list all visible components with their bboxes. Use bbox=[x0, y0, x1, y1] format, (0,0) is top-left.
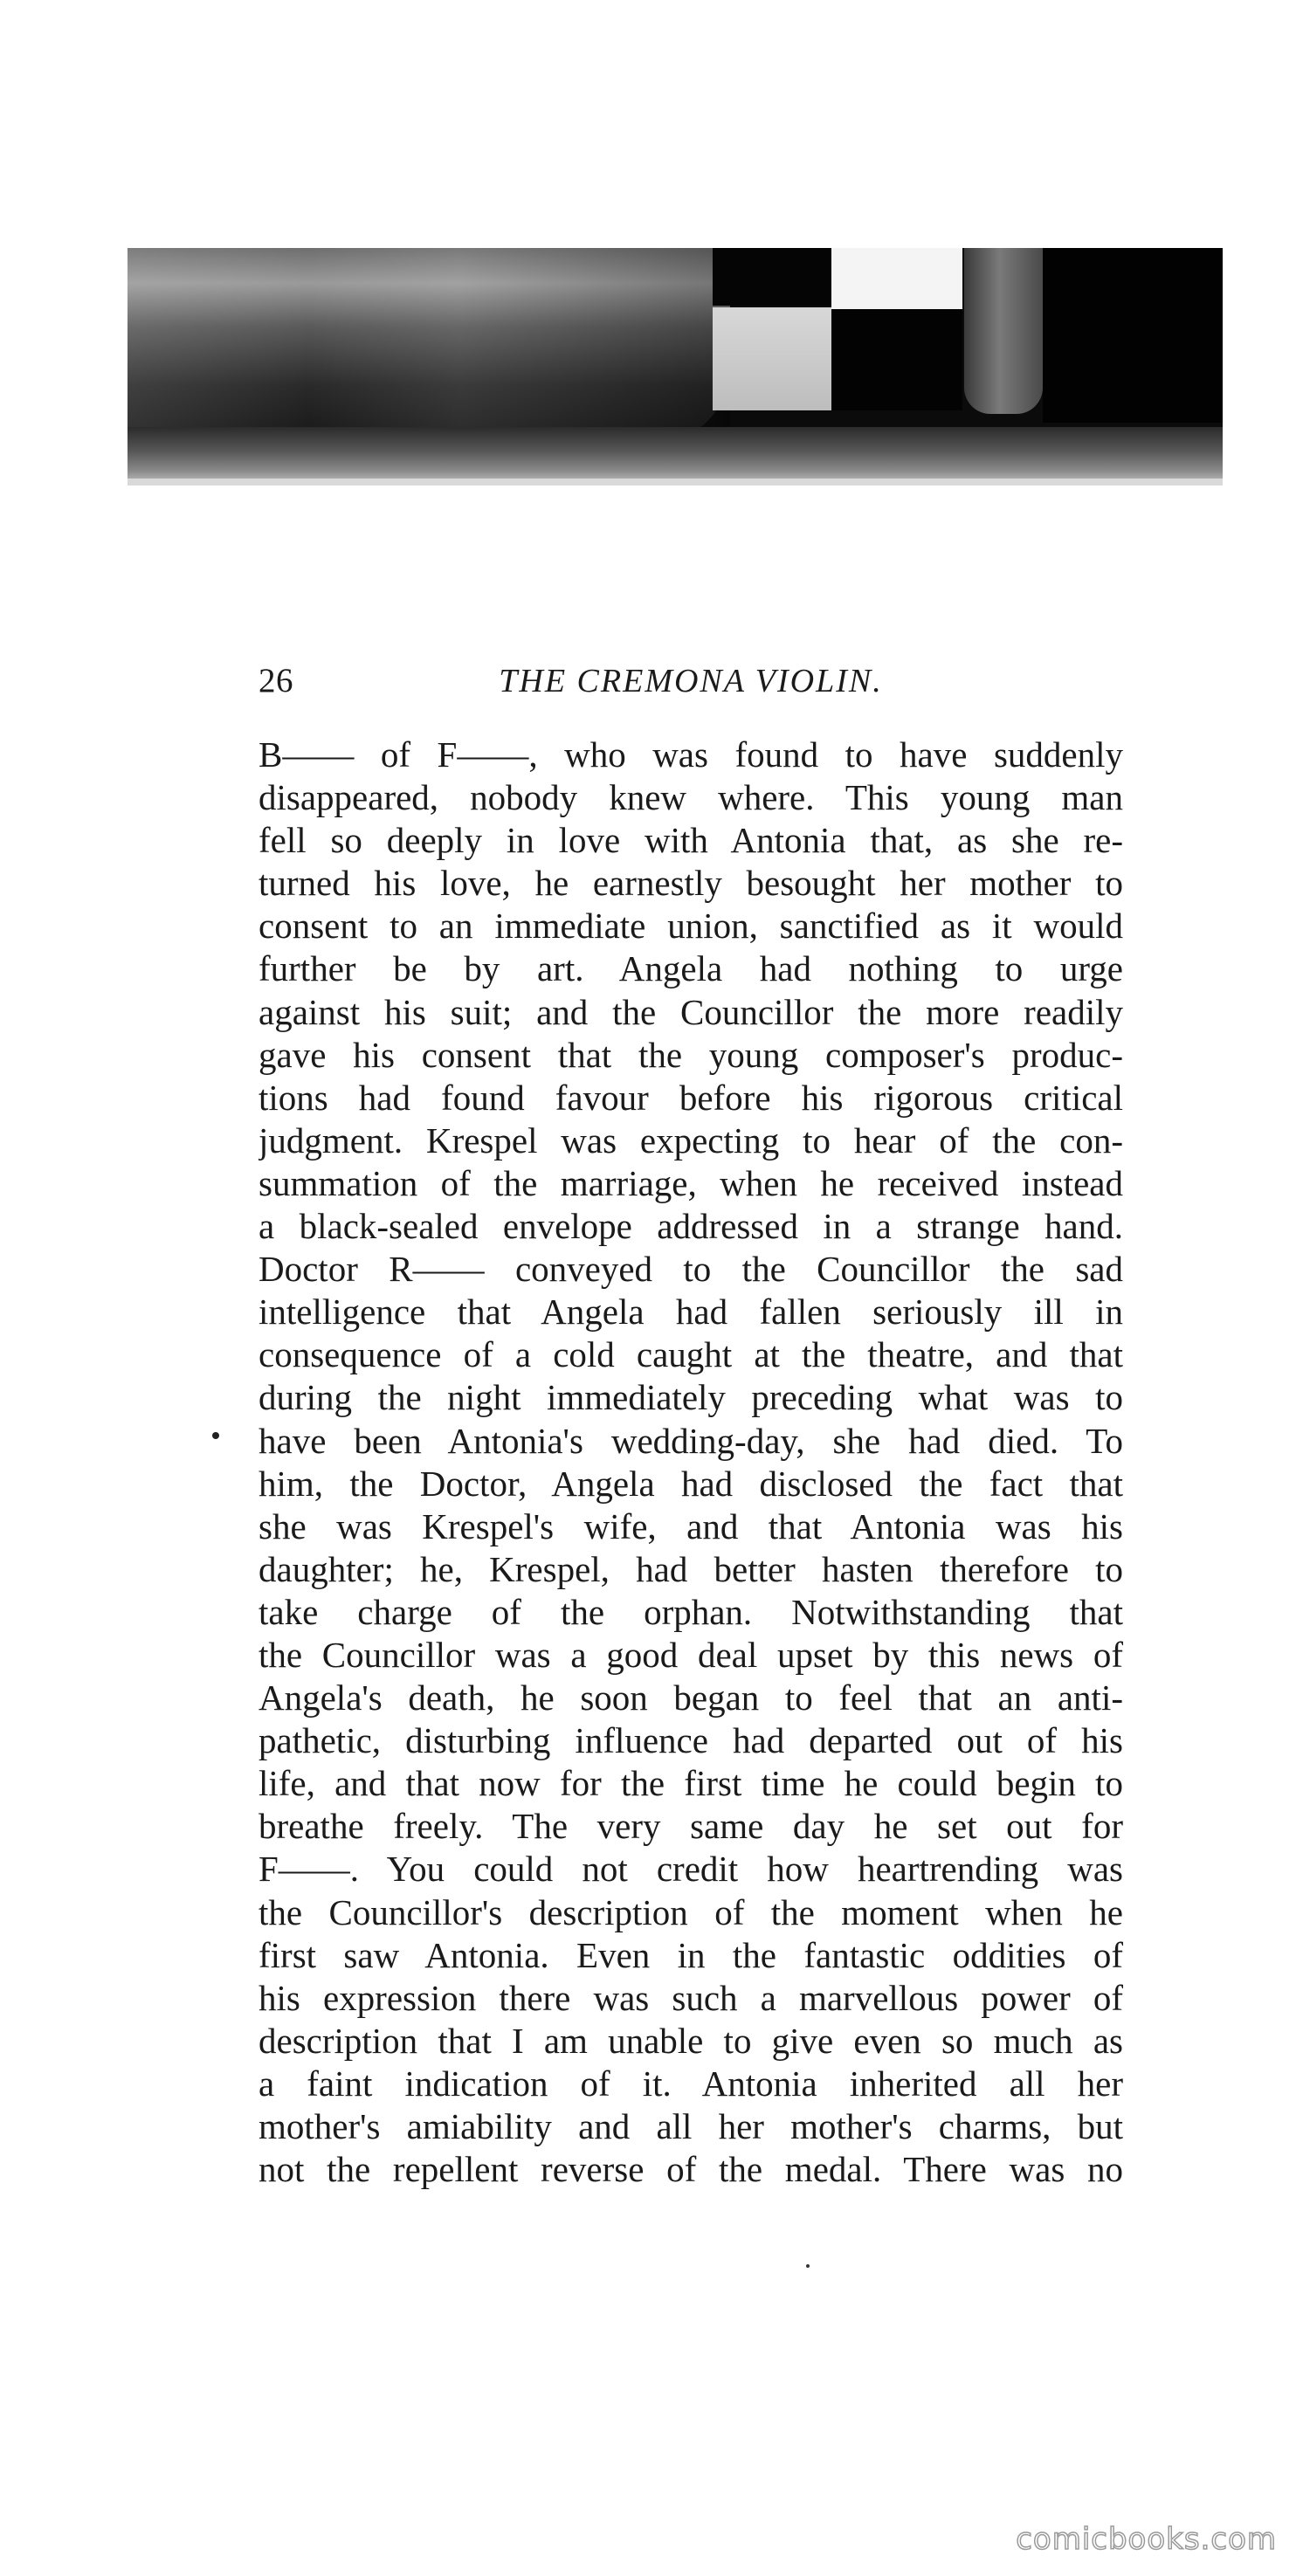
text-line: consequence of a cold caught at the theatre, and that bbox=[259, 1334, 1123, 1375]
text-line: mother's amiability and all her mother's charms, but bbox=[259, 2106, 1123, 2146]
text-line: against his suit; and the Councillor the more readily bbox=[259, 991, 1123, 1032]
text-line: not the repellent reverse of the medal. There was no bbox=[259, 2149, 1123, 2190]
stray-ink-dot bbox=[806, 2264, 810, 2268]
text-line: consent to an immediate union, sanctified as it would bbox=[259, 906, 1123, 947]
text-line: first saw Antonia. Even in the fantastic oddities of bbox=[259, 1934, 1123, 1975]
text-line: daughter; he, Krespel, had better hasten therefore to bbox=[259, 1548, 1123, 1589]
text-line: further be by art. Angela had nothing to urge bbox=[259, 948, 1123, 989]
text-line: F——. You could not credit how heartrending was bbox=[259, 1849, 1123, 1890]
text-line: pathetic, disturbing influence had departed out of his bbox=[259, 1720, 1123, 1761]
text-line: tions had found favour before his rigorous critical bbox=[259, 1077, 1123, 1118]
text-line: Angela's death, he soon began to feel that an anti- bbox=[259, 1677, 1123, 1718]
photo-dark-square bbox=[713, 248, 831, 306]
text-line: him, the Doctor, Angela had disclosed the fact that bbox=[259, 1463, 1123, 1504]
photo-dark-square-lower bbox=[831, 309, 962, 410]
text-line: a black-sealed envelope addressed in a strange hand. bbox=[259, 1206, 1123, 1247]
photo-light-square-top bbox=[831, 248, 962, 309]
text-line: the Councillor was a good deal upset by this news of bbox=[259, 1634, 1123, 1675]
text-line: gave his consent that the young composer's produc- bbox=[259, 1034, 1123, 1075]
text-line: have been Antonia's wedding-day, she had died. To bbox=[259, 1420, 1123, 1461]
text-line: intelligence that Angela had fallen seriously ill in bbox=[259, 1291, 1123, 1333]
photo-dark-right bbox=[1043, 248, 1223, 423]
watermark: comicbooks.com bbox=[1016, 2522, 1277, 2557]
photo-light-square-bottom bbox=[713, 307, 831, 410]
text-line: summation of the marriage, when he received instead bbox=[259, 1162, 1123, 1203]
text-line: a faint indication of it. Antonia inherited all her bbox=[259, 2063, 1123, 2104]
text-line: during the night immediately preceding what was to bbox=[259, 1377, 1123, 1418]
text-line: his expression there was such a marvellous power of bbox=[259, 1977, 1123, 2018]
text-line: life, and that now for the first time he could begin to bbox=[259, 1763, 1123, 1804]
photo-shape-right bbox=[964, 248, 1043, 414]
text-line: B—— of F——, who was found to have suddenly bbox=[259, 734, 1123, 775]
photo-shape-left bbox=[128, 248, 730, 444]
page-number: 26 bbox=[259, 662, 293, 699]
text-line: Doctor R—— conveyed to the Councillor the sad bbox=[259, 1249, 1123, 1290]
text-line: take charge of the orphan. Notwithstanding that bbox=[259, 1591, 1123, 1632]
text-line: breathe freely. The very same day he set out for bbox=[259, 1806, 1123, 1847]
body-text bbox=[259, 734, 1123, 2191]
header-photograph-fragment bbox=[128, 248, 1223, 486]
photo-floor-strip bbox=[128, 427, 1223, 486]
running-head bbox=[259, 657, 1123, 706]
text-line: judgment. Krespel was expecting to hear of the con- bbox=[259, 1119, 1123, 1161]
text-line: fell so deeply in love with Antonia that, as she re- bbox=[259, 820, 1123, 861]
running-title: THE CREMONA VIOLIN. bbox=[499, 663, 883, 699]
text-line: the Councillor's description of the moment when he bbox=[259, 1891, 1123, 1932]
text-line: description that I am unable to give even so much as bbox=[259, 2020, 1123, 2061]
text-line: turned his love, he earnestly besought her mother to bbox=[259, 863, 1123, 904]
text-line: she was Krespel's wife, and that Antonia was his bbox=[259, 1505, 1123, 1546]
text-line: disappeared, nobody knew where. This young man bbox=[259, 777, 1123, 818]
margin-ink-mark bbox=[212, 1432, 219, 1439]
